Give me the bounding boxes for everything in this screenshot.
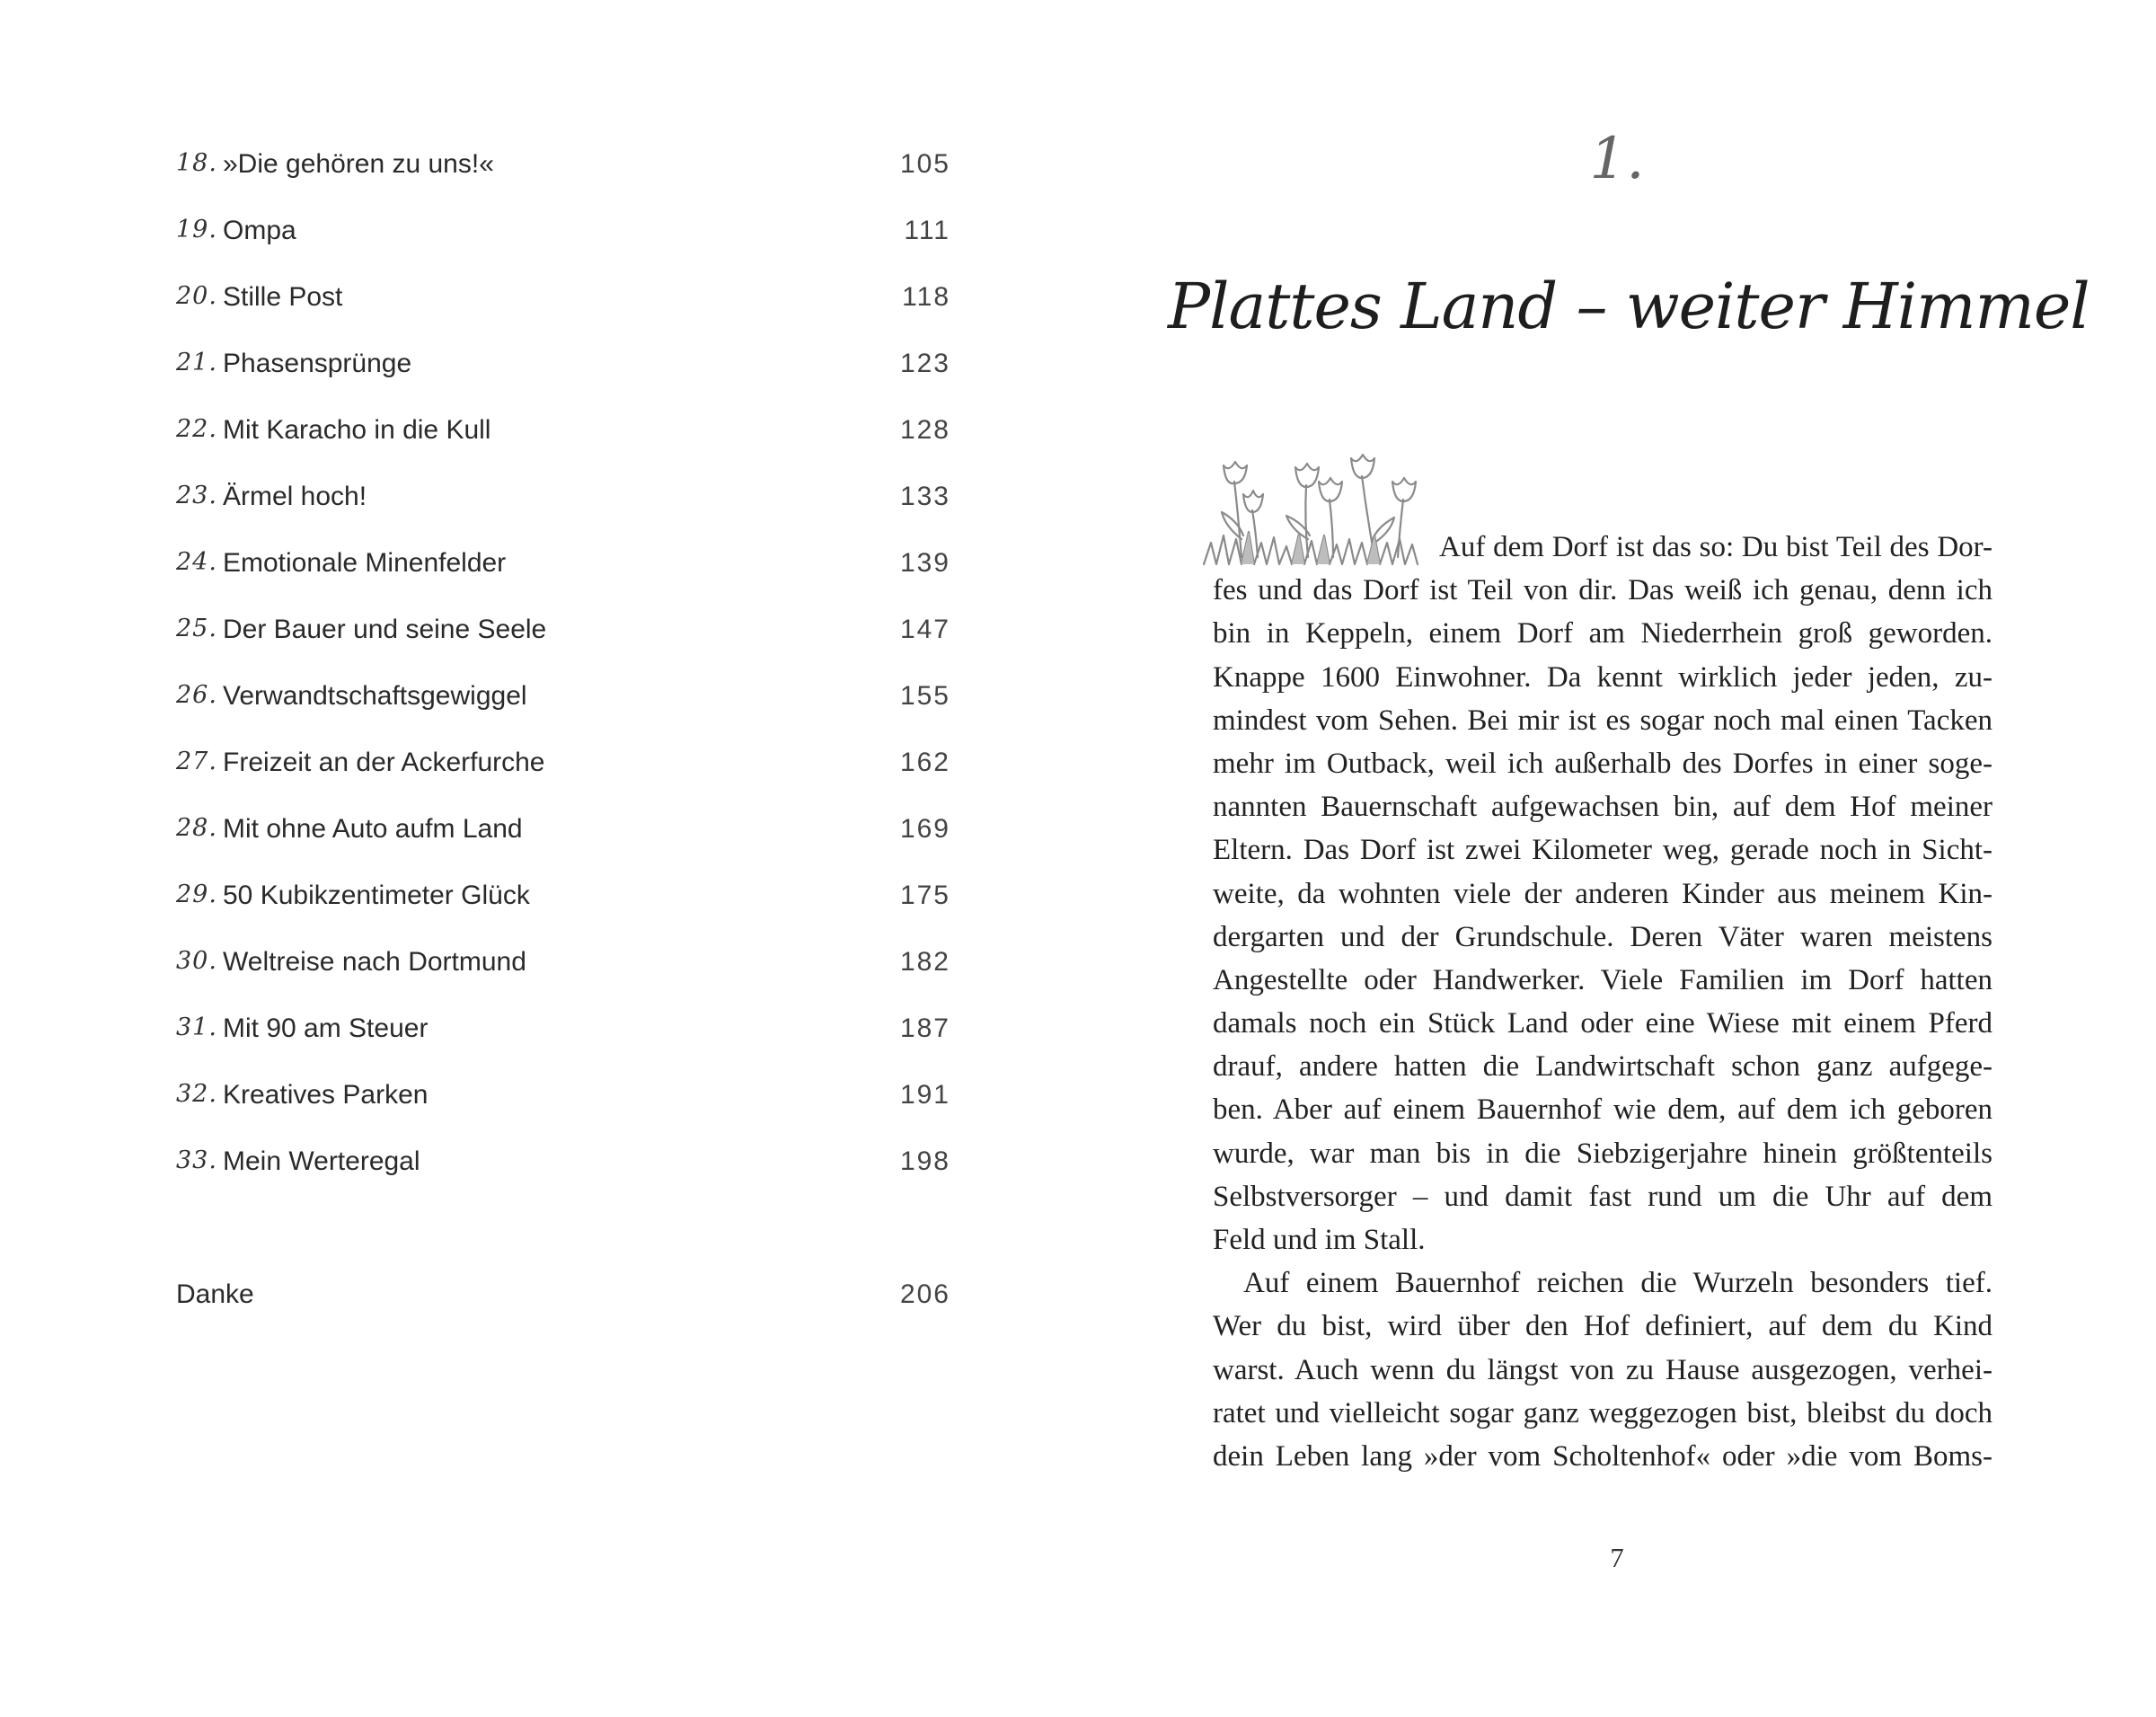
toc-entry-title: Ompa (223, 216, 296, 245)
toc-entry-page: 147 (899, 615, 950, 644)
toc-entry-title: Kreatives Parken (223, 1080, 429, 1110)
toc-entry-number: 26. (176, 681, 217, 709)
toc-entry (176, 271, 950, 325)
text-line: nannten Bauernschaft aufgewachsen bin, auf dem Hof meiner (1213, 791, 1993, 824)
toc-entry-number: 20. (176, 282, 217, 310)
toc-entry-page: 191 (899, 1080, 950, 1110)
toc-entry-title: Mit Karacho in die Kull (223, 415, 491, 445)
toc-entry-number: 22. (176, 415, 217, 443)
toc-entry-title: Mit ohne Auto aufm Land (223, 814, 523, 844)
toc-entry-page: 105 (899, 149, 950, 179)
toc-entry (176, 936, 950, 990)
toc-entry (176, 537, 950, 591)
toc-entry-title: Der Bauer und seine Seele (223, 615, 547, 644)
toc-entry-page: 206 (899, 1279, 950, 1309)
toc-entry-title: Mit 90 am Steuer (223, 1013, 429, 1043)
text-line: Selbstversorger – und damit fast rund um die Uhr auf dem (1213, 1180, 1993, 1213)
toc-entry (176, 803, 950, 857)
text-line: drauf, andere hatten die Landwirtschaft schon ganz aufgege- (1213, 1050, 1993, 1084)
toc-entry-page: 133 (899, 482, 950, 511)
text-line: warst. Auch wenn du längst von zu Hause ausgezogen, verhei- (1213, 1353, 1993, 1386)
text-line: Auf dem Dorf ist das so: Du bist Teil des Dor- (1439, 531, 1993, 563)
toc-entry-danke (176, 1269, 950, 1323)
text-line: dein Leben lang »der vom Scholtenhof« oder »die vom Boms- (1213, 1439, 1993, 1473)
toc-entry (176, 471, 950, 525)
page-number: 7 (1610, 1542, 1624, 1573)
toc-entry (176, 404, 950, 458)
toc-entry-page: 139 (899, 548, 950, 578)
chapter-body-text (1213, 526, 1993, 1478)
toc-entry-title: »Die gehören zu uns!« (223, 149, 494, 179)
toc-entry-number: 18. (176, 149, 217, 177)
text-line: Auf einem Bauernhof reichen die Wurzeln besonders tief. (1243, 1267, 1993, 1300)
toc-entry-number: 19. (176, 216, 217, 243)
text-line: wurde, war man bis in die Siebzigerjahre hinein größtenteils (1213, 1137, 1993, 1170)
toc-entry-page: 128 (899, 415, 950, 445)
text-line: weite, da wohnten viele der anderen Kinder aus meinem Kin- (1213, 877, 1993, 910)
toc-entry-page: 118 (902, 282, 950, 312)
toc-entry-page: 111 (904, 216, 950, 245)
toc-entry (176, 670, 950, 724)
toc-entry (176, 1003, 950, 1057)
toc-entry (176, 205, 950, 259)
toc-entry (176, 338, 950, 392)
toc-entry-page: 123 (899, 349, 950, 378)
text-line: Eltern. Das Dorf ist zwei Kilometer weg, gerade noch in Sicht- (1213, 834, 1993, 867)
chapter-title: Plattes Land – weiter Himmel (1168, 270, 2090, 343)
text-line: mindest vom Sehen. Bei mir ist es sogar noch mal einen Tacken (1213, 704, 1993, 737)
toc-entry (176, 737, 950, 791)
toc-entry-number: 32. (176, 1080, 217, 1108)
text-line: mehr im Outback, weil ich außerhalb des Dorfes in einer soge- (1213, 747, 1993, 780)
chapter-page (1078, 0, 2156, 1717)
toc-entry-page: 182 (899, 947, 950, 977)
toc-entry-number: 24. (176, 548, 217, 576)
toc-entry-title: Stille Post (223, 282, 343, 312)
toc-entry-title: Phasensprünge (223, 349, 412, 378)
toc-entry-title: 50 Kubikzentimeter Glück (223, 881, 530, 910)
toc-entry-title: Verwandtschaftsgewiggel (223, 681, 527, 711)
toc-entry-number: 25. (176, 615, 217, 642)
toc-entry (176, 138, 950, 192)
toc-entry-title: Emotionale Minenfelder (223, 548, 507, 578)
toc-entry-title: Mein Werteregal (223, 1146, 420, 1176)
toc-entry-number: 31. (176, 1013, 217, 1041)
chapter-number: 1. (1589, 126, 1645, 192)
toc-entry-title: Ärmel hoch! (223, 482, 367, 511)
toc-entry-page: 169 (899, 814, 950, 844)
text-line: ratet und vielleicht sogar ganz weggezogen bist, bleibst du doch (1213, 1396, 1993, 1429)
toc-entry-number: 28. (176, 814, 217, 842)
toc-entry-page: 187 (899, 1013, 950, 1043)
toc-entry (176, 870, 950, 924)
toc-entry-page: 155 (899, 681, 950, 711)
text-line: Feld und im Stall. (1213, 1224, 1426, 1256)
text-line: dergarten und der Grundschule. Deren Väter waren meistens (1213, 920, 1993, 953)
text-line: fes und das Dorf ist Teil von dir. Das weiß ich genau, denn ich (1213, 574, 1993, 607)
toc-entry-page: 175 (899, 881, 950, 910)
toc-entry-number: 21. (176, 349, 217, 376)
toc-entry-number: 30. (176, 947, 217, 975)
text-line: Wer du bist, wird über den Hof definiert, auf dem du Kind (1213, 1310, 1993, 1343)
toc-entry-page: 198 (899, 1146, 950, 1176)
text-line: ben. Aber auf einem Bauernhof wie dem, auf dem ich geboren (1213, 1093, 1993, 1127)
text-line: Angestellte oder Handwerker. Viele Familien im Dorf hatten (1213, 963, 1993, 996)
text-line: bin in Keppeln, einem Dorf am Niederrhein groß geworden. (1213, 617, 1993, 651)
toc-entry (176, 1136, 950, 1190)
text-line: damals noch ein Stück Land oder eine Wiese mit einem Pferd (1213, 1007, 1993, 1040)
toc-entry-number: 23. (176, 482, 217, 509)
toc-entry-page: 162 (899, 748, 950, 777)
toc-entry-number: 27. (176, 748, 217, 775)
toc-entry-title: Weltreise nach Dortmund (223, 947, 526, 977)
toc-entry-number: 33. (176, 1146, 217, 1174)
toc-entry-title: Danke (176, 1279, 254, 1309)
toc-entry-number: 29. (176, 881, 217, 908)
toc-entry (176, 1069, 950, 1123)
toc-entry-title: Freizeit an der Ackerfurche (223, 748, 545, 777)
toc-entry (176, 604, 950, 658)
text-line: Knappe 1600 Einwohner. Da kennt wirklich jeder jeden, zu- (1213, 660, 1993, 694)
